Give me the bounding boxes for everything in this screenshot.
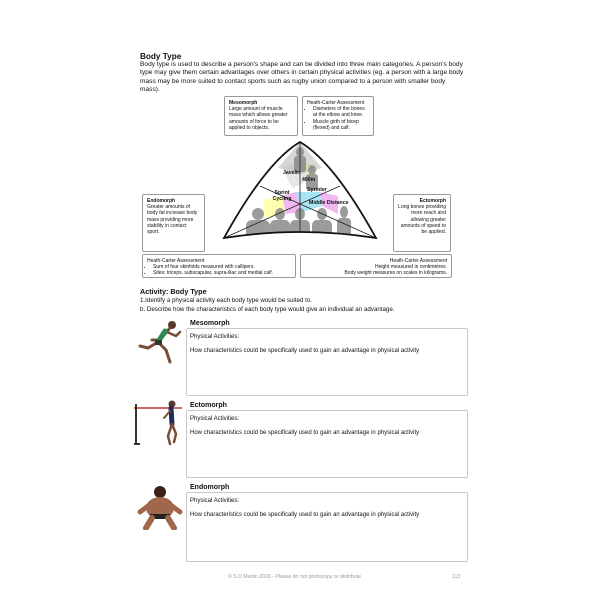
somatotype-triangle-diagram xyxy=(222,140,378,244)
mesomorph-hc-item: • Muscle girth of bicep (flexed) and calf. xyxy=(313,119,369,131)
activity-title: Activity: Body Type xyxy=(140,287,207,296)
mesomorph-hc-title: Heath-Carter Assessment xyxy=(307,100,365,106)
label-javelin: Javelin xyxy=(283,170,301,176)
endomorph-hc-item: • Sites: triceps, subscapular, supra-iliac and medial calf. xyxy=(153,270,291,276)
mesomorph-description-box xyxy=(224,96,298,136)
endomorph-hc-item: • Sum of four skinfolds measured with callipers. xyxy=(153,264,291,270)
endomorph-prompt: How characteristics could be specifically used to gain an advantage in physical activity xyxy=(190,512,420,518)
activity-instruction-2: b. Describe how the characteristics of each body type would give an individual an advantage. xyxy=(140,306,395,313)
mesomorph-box-title: Mesomorph xyxy=(229,100,258,106)
endomorph-hc-title: Heath-Carter Assessment xyxy=(147,258,205,264)
mesomorph-box-text: Large amount of muscle mass which allows greater amounts of force to be applied to objects. xyxy=(229,106,288,131)
label-sprinter: Sprinter xyxy=(307,187,327,193)
ectomorph-box-text: Long bones providing more reach and allowing greater amounts of speed to be applied. xyxy=(398,204,446,236)
ectomorph-hc-item: Body weight measures on scales in kilograms. xyxy=(344,270,447,277)
ectomorph-activities-label: Physical Activities: xyxy=(190,416,240,422)
ectomorph-description-box xyxy=(393,194,451,252)
activity-instruction-1: 1.Identify a physical activity each body type would be suited to. xyxy=(140,297,312,304)
mesomorph-activities-label: Physical Activities: xyxy=(190,334,240,340)
endomorph-description-box xyxy=(142,194,205,252)
mesomorph-prompt: How characteristics could be specifically used to gain an advantage in physical activity xyxy=(190,348,420,354)
label-middle-distance: Middle Distance xyxy=(309,200,349,206)
endomorph-heath-carter-box xyxy=(142,254,296,278)
ectomorph-prompt: How characteristics could be specifically used to gain an advantage in physical activity xyxy=(190,430,420,436)
label-sprint-cycling: Sprint Cycling xyxy=(272,190,292,203)
ectomorph-box-title: Ectomorph xyxy=(419,198,446,204)
label-400m: 400m xyxy=(302,177,316,183)
section-title-mesomorph: Mesomorph xyxy=(190,320,230,327)
intro-paragraph: Body type is used to describe a person's shape and can be divided into three main categories. A person's body type may give them certain advantages over others in certain physical activities (eg. a person with a large body mass may be more suited to contact sports such as rugby union compared to a person with smaller body mass). xyxy=(140,61,464,94)
endomorph-box-text: Greater amounts of body fat increase body mass providing more stability in contact sport. xyxy=(147,204,198,236)
footer-copyright: © S D Martin 2026 - Please do not photocopy or distribute xyxy=(228,574,362,580)
ectomorph-hc-title: Heath-Carter Assessment xyxy=(389,258,447,264)
ectomorph-hc-item: Height measured in centimetres. xyxy=(375,264,447,271)
high-jumper-image xyxy=(130,398,184,446)
page-number: 113 xyxy=(452,574,461,580)
endomorph-box-title: Endomorph xyxy=(147,198,176,204)
section-title-endomorph: Endomorph xyxy=(190,484,230,491)
mesomorph-hc-item: • Diameters of the bones at the elbow and knee. xyxy=(313,106,369,118)
page-title: Body Type xyxy=(140,52,182,61)
endomorph-activities-label: Physical Activities: xyxy=(190,498,240,504)
sumo-wrestler-image xyxy=(136,484,184,530)
mesomorph-heath-carter-box xyxy=(302,96,374,136)
ectomorph-heath-carter-box xyxy=(300,254,452,278)
section-title-ectomorph: Ectomorph xyxy=(190,402,227,409)
sprinter-athlete-image xyxy=(136,318,184,366)
